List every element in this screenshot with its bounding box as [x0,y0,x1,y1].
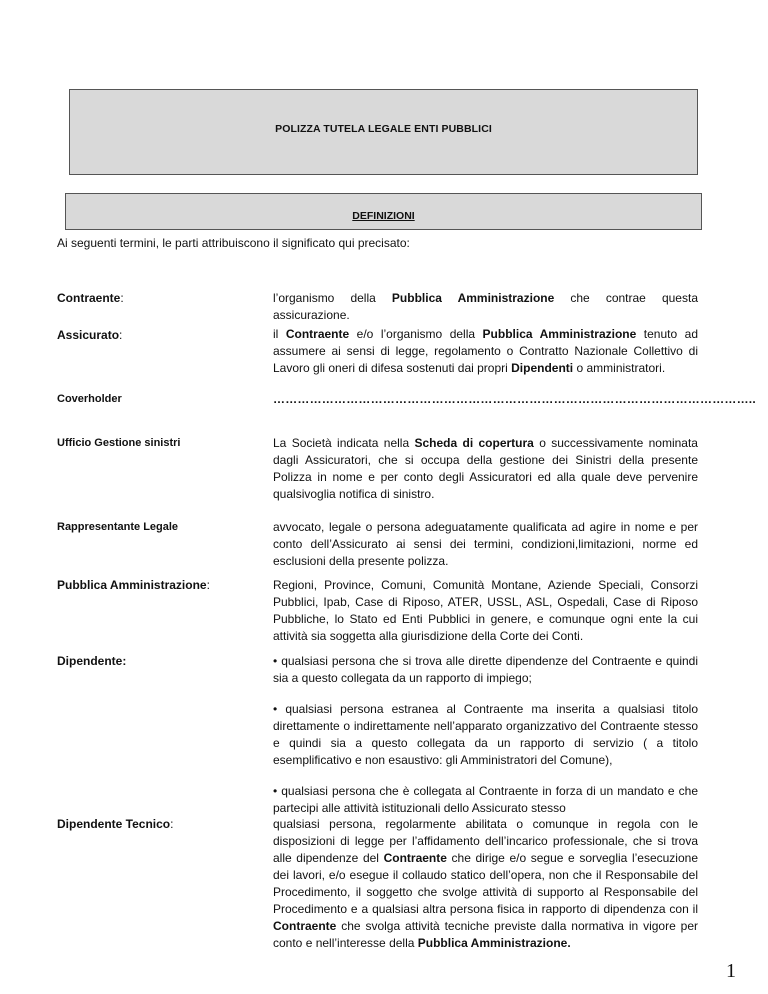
coverholder-dots: ……………………………………………………………………………………………………….. [273,392,756,406]
definition-rappresentante-legale: avvocato, legale o persona adeguatamente qualificata ad agire in nome e per conto dell’Assicurato ai sensi dei termini, condizioni,limitazioni, norme ed esclusioni della presente polizza. [273,520,698,568]
definition-contraente: l’organismo della Pubblica Amministrazione che contrae questa assicurazione. [273,291,698,322]
dipendente-point-2: • qualsiasi persona estranea al Contraente ma inserita a qualsiasi titolo direttamente o indirettamente nell’apparato organizzativo del Contraente stesso e quindi sia a questo collegata da un rapporto di servizio ( a titolo esemplificativo e non esaustivo: gli Amministratori del Comune), [273,702,698,767]
intro-text: Ai seguenti termini, le parti attribuiscono il significato qui precisato: [57,236,410,250]
section-title: DEFINIZIONI [352,210,415,222]
dipendente-point-1: • qualsiasi persona che si trova alle dirette dipendenze del Contraente e quindi sia a questo collegata da un rapporto di impiego; [273,654,698,685]
term-ufficio-gestione-sinistri: Ufficio Gestione sinistri [57,437,181,449]
term-coverholder: Coverholder [57,393,122,405]
document-title: POLIZZA TUTELA LEGALE ENTI PUBBLICI [275,123,492,135]
title-box [69,89,698,175]
term-assicurato: Assicurato: [57,328,123,342]
definition-ufficio-gestione-sinistri: La Società indicata nella Scheda di copertura o successivamente nominata dagli Assicuratori, che si occupa della gestione dei Sinistri della presente Polizza in nome e per conto degli Assicuratori ed alla quale deve pervenire qualsivoglia notifica di sinistro. [273,436,698,501]
term-dipendente-tecnico: Dipendente Tecnico: [57,817,174,831]
definition-dipendente-tecnico: qualsiasi persona, regolarmente abilitata o comunque in regola con le disposizioni di legge per l’affidamento dell’incarico professionale, che si trova alle dipendenze del Contraente che dirige e/o segue e sorveglia l’esecuzione dei lavori, e/o esegue il collaudo statico dell’opera, non che il Responsabile del Procedimento, il soggetto che svolge attività di supporto al Responsabile del Procedimento e a qualsiasi altra persona fisica in rapporto di dipendenza con il Contraente che svolga attività tecniche previste dalla normativa in vigore per conto e nell’interesse della Pubblica Amministrazione. [273,817,698,950]
definition-pubblica-amministrazione: Regioni, Province, Comuni, Comunità Montane, Aziende Speciali, Consorzi Pubblici, Ipab, Case di Riposo, ATER, USSL, ASL, Ospedali, Case di Riposo Pubbliche, lo Stato ed Enti Pubblici in genere, e comunque ogni ente la cui attività sia soggetta alla giurisdizione della Corte dei Conti. [273,578,698,643]
term-dipendente: Dipendente: [57,654,127,668]
term-contraente: Contraente: [57,291,124,305]
page-number: 1 [726,960,736,982]
section-box [65,193,702,230]
dipendente-point-3: • qualsiasi persona che è collegata al Contraente in forza di un mandato e che partecipi alle attività istituzionali dello Assicurato stesso [273,784,698,815]
definition-assicurato: il Contraente e/o l’organismo della Pubblica Amministrazione tenuto ad assumere ai sensi di legge, regolamento o Contratto Nazionale Collettivo di Lavoro gli oneri di difesa sostenuti dai propri Dipendenti o amministratori. [273,327,698,375]
definition-dipendente [273,653,698,817]
term-pubblica-amministrazione: Pubblica Amministrazione: [57,578,210,592]
term-rappresentante-legale: Rappresentante Legale [57,521,179,533]
